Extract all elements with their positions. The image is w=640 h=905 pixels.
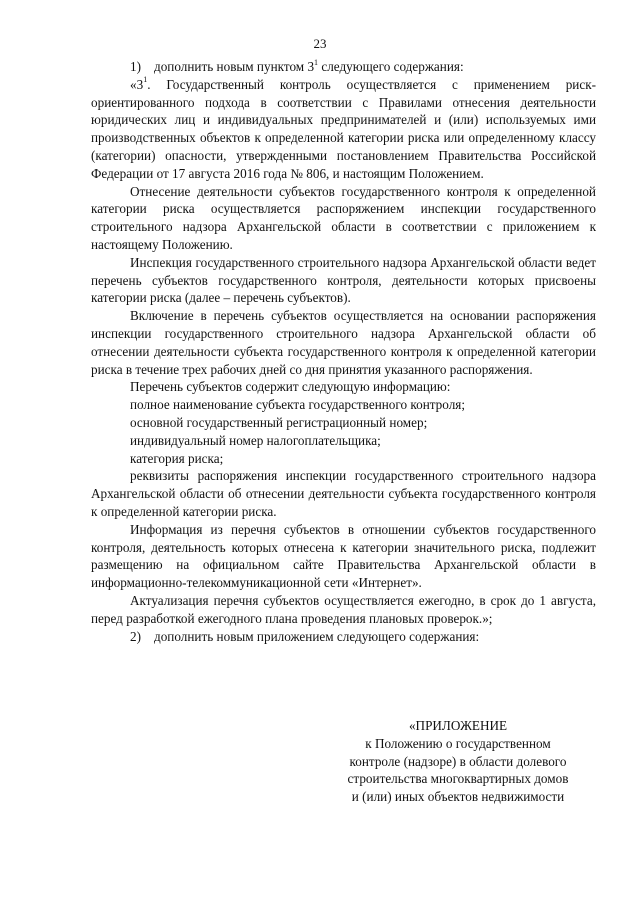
- list-item-1: [91, 58, 596, 76]
- list-entry: категория риска;: [130, 450, 224, 466]
- paragraph: Отнесение деятельности субъектов государственного контроля к определенной категории риска осуществляется распоряжением инспекции государственного строительного надзора Архангельской области в соответствии с приложением к настоящему Положению.: [91, 183, 596, 252]
- list-item-text-part: следующего содержания:: [318, 59, 464, 74]
- list-entry: индивидуальный номер налогоплательщика;: [130, 432, 381, 448]
- list-entry: полное наименование субъекта государственного контроля;: [130, 397, 466, 413]
- list-number: 2): [130, 628, 141, 644]
- document-body: [91, 58, 596, 645]
- paragraph: Включение в перечень субъектов осуществляется на основании распоряжения инспекции государственного строительного надзора Архангельской области об отнесении деятельности субъекта государственного контроля к определенной категории риска в течение трех рабочих дней со дня принятия указанного распоряжения.: [91, 308, 596, 377]
- paragraph: Перечень субъектов содержит следующую информацию:: [130, 379, 451, 395]
- superscript: 1: [143, 75, 148, 85]
- list-item-2: [91, 628, 596, 646]
- point-3-1-first-line: [91, 76, 596, 94]
- list-item-text: дополнить новым приложением следующего содержания:: [154, 628, 480, 644]
- list-entry: основной государственный регистрационный номер;: [130, 414, 428, 430]
- list-item-text-part: дополнить новым пунктом 3: [154, 59, 315, 74]
- appendix-header: [327, 717, 589, 806]
- appendix-line: строительства многоквартирных домов: [347, 771, 569, 787]
- paragraph: Инспекция государственного строительного надзора Архангельской области ведет перечень субъектов государственного контроля, деятельности которых присвоены категории риска (далее – перечень субъектов).: [91, 254, 596, 306]
- list-item-text: [154, 58, 464, 76]
- appendix-line: и (или) иных объектов недвижимости: [351, 789, 565, 805]
- point-3-1-body: ориентированного подхода в соответствии с Правилами отнесения деятельности юридических лиц и индивидуальных предпринимателей и (или) используемых ими производственных объектов к определенной категории риска или определенному классу (категории) опасности, утвержденными постановлением Правительства Российской Федерации от 17 августа 2016 года № 806, и настоящим Положением.: [91, 94, 596, 181]
- point-lead: . Государственный контроль осуществляется с применением риск-: [147, 76, 596, 92]
- superscript: 1: [314, 57, 319, 67]
- appendix-title: «ПРИЛОЖЕНИЕ: [408, 718, 508, 733]
- paragraph: Актуализация перечня субъектов осуществляется ежегодно, в срок до 1 августа, перед разработкой ежегодного плана проведения плановых проверок.»;: [91, 592, 596, 626]
- list-number: 1): [130, 59, 141, 74]
- point-prefix: «3: [130, 76, 144, 92]
- paragraph: Информация из перечня субъектов в отношении субъектов государственного контроля, деятельность которых отнесена к категории значительного риска, подлежит размещению на официальном сайте Правительства Архангельской области в информационно-телекоммуникационной сети «Интернет».: [91, 521, 596, 591]
- list-entry: реквизиты распоряжения инспекции государственного строительного надзора Архангельской области об отнесении деятельности субъекта государственного контроля к определенной категории риска.: [91, 468, 596, 519]
- appendix-line: контроле (надзоре) в области долевого: [349, 753, 567, 769]
- page-number: 23: [313, 36, 327, 51]
- appendix-line: к Положению о государственном: [365, 735, 551, 751]
